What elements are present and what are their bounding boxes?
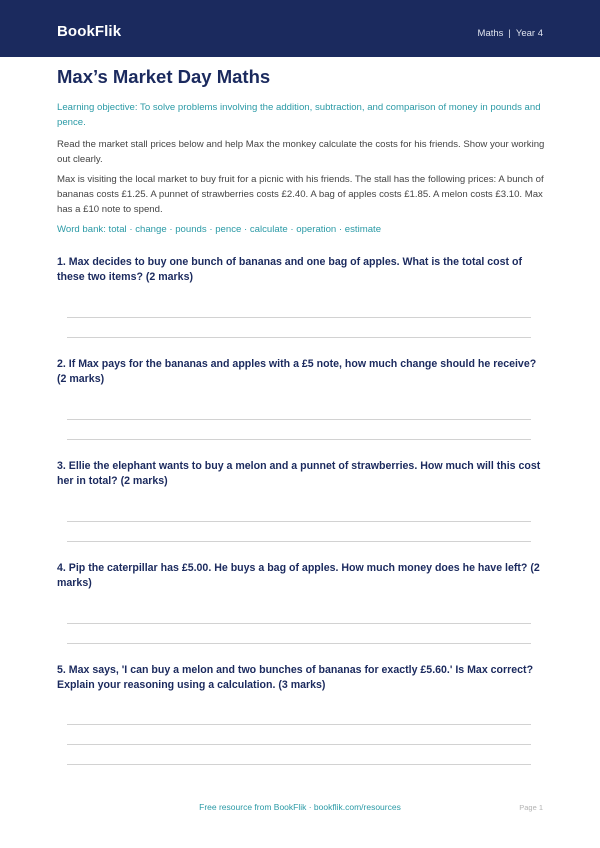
question-5: 5. Max says, 'I can buy a melon and two bunches of bananas for exactly £5.60.' Is Max correct? Explain your reasoning using a calculation. (3 marks)	[57, 664, 534, 691]
word-bank: Word bank: total · change · pounds · pence · calculate · operation · estimate	[57, 224, 382, 235]
question-1: 1. Max decides to buy one bunch of bananas and one bag of apples. What is the total cost of these two items? (2 marks)	[57, 256, 523, 283]
instructions: Read the market stall prices below and help Max the monkey calculate the costs for his friends. Show your working out clearly.	[57, 139, 545, 165]
header-bar	[0, 0, 600, 57]
answer-line[interactable]	[67, 439, 531, 440]
subject-label: Maths	[477, 28, 504, 39]
learning-objective: Learning objective: To solve problems involving the addition, subtraction, and comparison of money in pounds and pence.	[57, 102, 541, 128]
question-2: 2. If Max pays for the bananas and apples with a £5 note, how much change should he receive? (2 marks)	[57, 358, 537, 385]
page-title: Max’s Market Day Maths	[57, 66, 271, 87]
separator: |	[508, 28, 511, 39]
brand-logo-text: BookFlik	[57, 23, 122, 40]
answer-line[interactable]	[67, 317, 531, 318]
subject-level	[478, 28, 543, 39]
scenario-text: Max is visiting the local market to buy fruit for a picnic with his friends. The stall has the following prices: A bunch of bananas costs £1.25. A punnet of strawberries costs £2.40. A bag of apples costs £1.85. A melon costs £3.10. Max has a £10 note to spend.	[57, 174, 544, 215]
answer-line[interactable]	[67, 643, 531, 644]
footer-credit: Free resource from BookFlik · bookflik.com/resources	[199, 802, 401, 812]
question-4: 4. Pip the caterpillar has £5.00. He buys a bag of apples. How much money does he have left? (2 marks)	[57, 562, 540, 589]
answer-line[interactable]	[67, 623, 531, 624]
question-3: 3. Ellie the elephant wants to buy a melon and a punnet of strawberries. How much will this cost her in total? (2 marks)	[57, 460, 541, 487]
answer-line[interactable]	[67, 337, 531, 338]
answer-line[interactable]	[67, 541, 531, 542]
page-number: Page 1	[519, 803, 543, 812]
answer-line[interactable]	[67, 521, 531, 522]
answer-line[interactable]	[67, 419, 531, 420]
answer-line[interactable]	[67, 764, 531, 765]
answer-line[interactable]	[67, 724, 531, 725]
level-label: Year 4	[515, 28, 543, 39]
answer-line[interactable]	[67, 744, 531, 745]
